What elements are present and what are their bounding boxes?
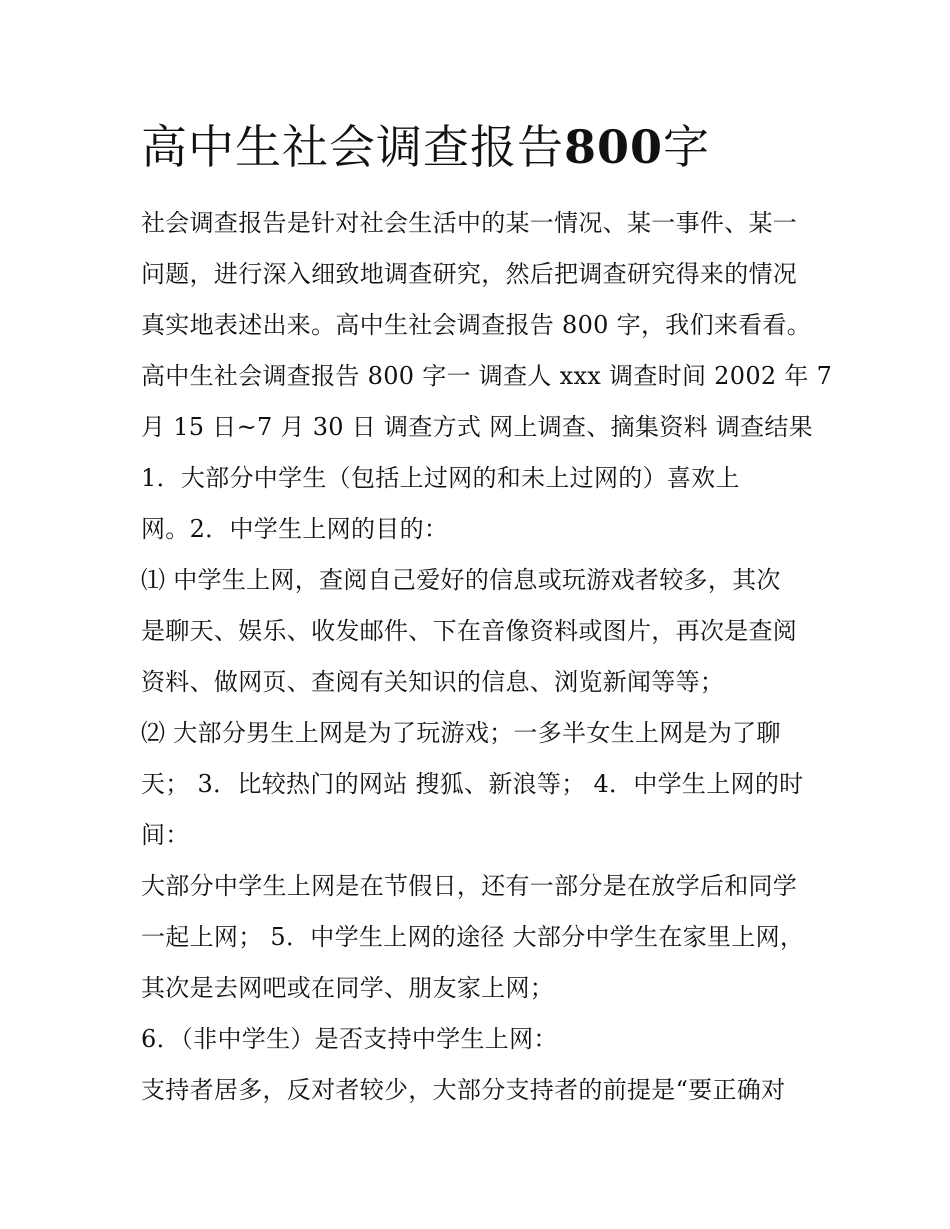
body-line: 一起上网； 5．中学生上网的途径 大部分中学生在家里上网， — [141, 923, 805, 951]
body-line: 间： — [141, 821, 190, 849]
body-line: 月 15 日~7 月 30 日 调查方式 网上调查、摘集资料 调查结果 — [141, 413, 813, 441]
document-body — [141, 198, 833, 1116]
body-line: 真实地表述出来。高中生社会调查报告 800 字，我们来看看。 — [141, 311, 812, 339]
body-line: ⑴ 中学生上网，查阅自己爱好的信息或玩游戏者较多，其次 — [141, 566, 781, 594]
title-text: 高中生社会调查报告 — [141, 120, 564, 174]
body-line: 高中生社会调查报告 800 字一 调查人 xxx 调查时间 2002 年 7 — [141, 362, 833, 390]
body-line: 资料、做网页、查阅有关知识的信息、浏览新闻等等； — [141, 668, 725, 696]
body-line: 网。2．中学生上网的目的： — [141, 515, 449, 543]
document-title — [141, 112, 841, 182]
body-line: 是聊天、娱乐、收发邮件、下在音像资料或图片，再次是查阅 — [141, 617, 798, 645]
body-line: 天； 3．比较热门的网站 搜狐、新浪等； 4．中学生上网的时 — [141, 770, 804, 798]
title-number: 800 — [564, 120, 664, 174]
body-line: 其次是去网吧或在同学、朋友家上网； — [141, 974, 555, 1002]
body-line: 6．（非中学生）是否支持中学生上网： — [141, 1025, 558, 1053]
body-line: 社会调查报告是针对社会生活中的某一情况、某一事件、某一 — [141, 209, 798, 237]
body-line: 大部分中学生上网是在节假日，还有一部分是在放学后和同学 — [141, 872, 798, 900]
body-line: 问题，进行深入细致地调查研究，然后把调查研究得来的情况 — [141, 260, 798, 288]
title-suffix: 字 — [663, 120, 711, 174]
body-line: ⑵ 大部分男生上网是为了玩游戏；一多半女生上网是为了聊 — [141, 719, 781, 747]
body-line: 1．大部分中学生（包括上过网的和未上过网的）喜欢上 — [141, 464, 740, 492]
body-line: 支持者居多，反对者较少，大部分支持者的前提是“要正确对 — [141, 1076, 786, 1104]
